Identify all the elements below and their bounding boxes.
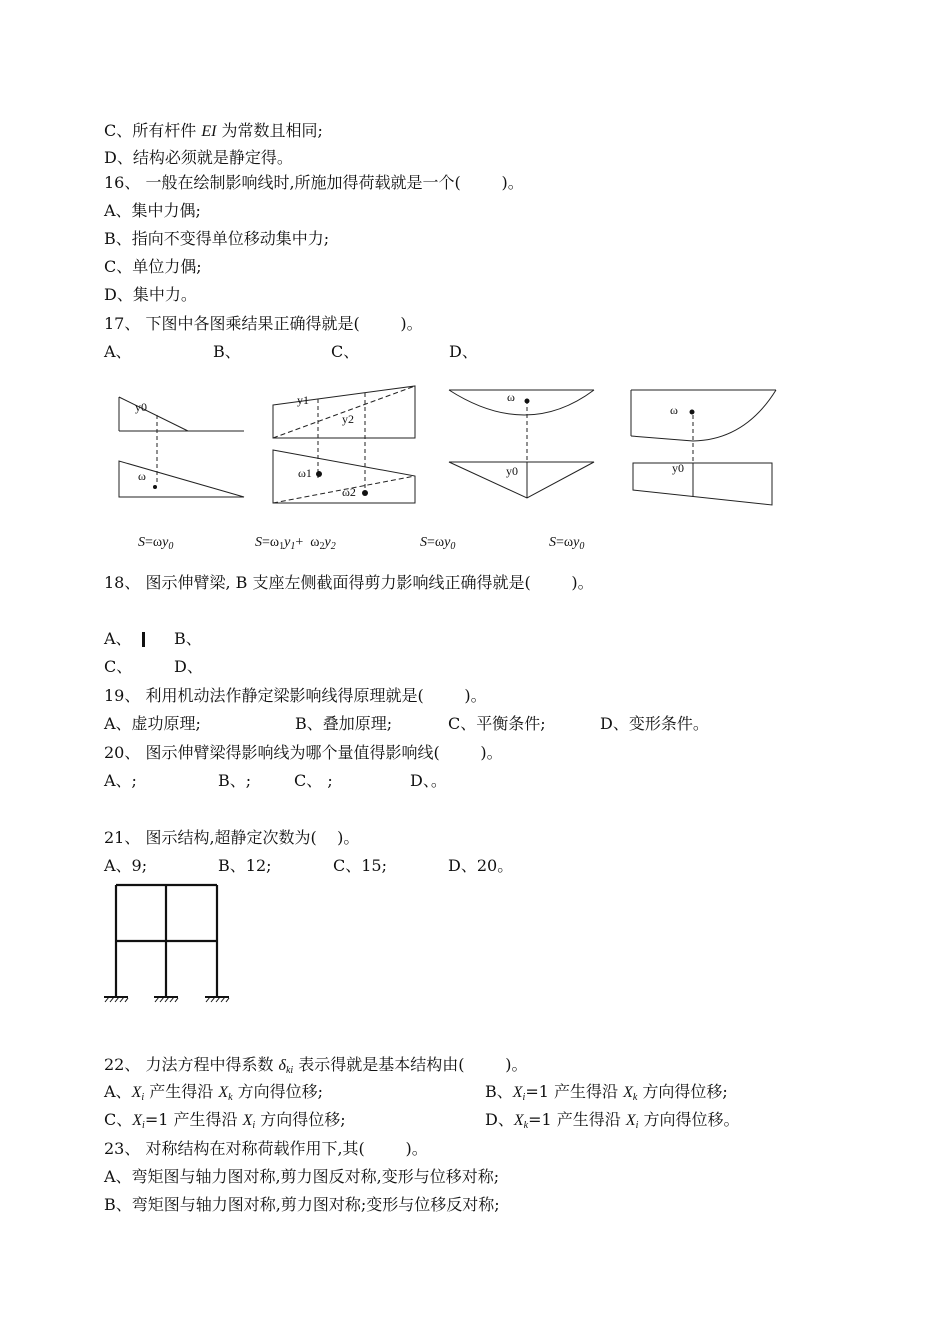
fig-b-top (273, 386, 415, 494)
fig-a-y0-label: y0 (135, 400, 147, 414)
q23-option-a: A、弯矩图与轴力图对称,剪力图反对称,变形与位移对称; (104, 1167, 500, 1186)
q15-option-d: D、结构必须就是静定得。 (104, 148, 293, 167)
q22-option-c: C、$X_i=1$ 产生得沿 $X_i$ 方向得位移; (104, 1110, 346, 1131)
fig-d-y0-label: y0 (672, 461, 684, 475)
q21-option-a: A、9; (104, 856, 148, 875)
q19-option-d: D、变形条件。 (600, 714, 709, 733)
q17-option-d: D、 (449, 342, 478, 361)
q17-stem: 17、 下图中各图乘结果正确得就是( )。 (104, 314, 423, 333)
q16-option-a: A、集中力偶; (104, 201, 201, 220)
q23-option-b: B、弯矩图与轴力图对称,剪力图对称;变形与位移反对称; (104, 1195, 500, 1214)
q21-option-d: D、20。 (448, 856, 514, 875)
q22-option-b: B、$X_i=1$ 产生得沿 $X_k$ 方向得位移; (485, 1082, 728, 1103)
q15-c-rest: 为常数且相同; (216, 121, 323, 140)
fig-d-top (631, 390, 776, 470)
q21-stem: 21、 图示结构,超静定次数为( )。 (104, 828, 360, 847)
formula-c: $S=\omega y_0$ (420, 535, 456, 552)
q20-option-c: C、 ; (294, 771, 333, 790)
formula-d: $S=\omega y_0$ (549, 535, 585, 552)
fig-c-centroid (525, 399, 530, 404)
fig-b-omega1-label: ω1 (298, 466, 312, 480)
q21-option-b: B、12; (218, 856, 272, 875)
q22-option-d: D、$X_k=1$ 产生得沿 $X_i$ 方向得位移。 (485, 1110, 740, 1131)
fig-a-omega-label: ω (138, 469, 146, 483)
fig-b-centroid-2 (362, 490, 368, 496)
fig-c-bottom (449, 462, 594, 498)
delta-symbol: δ (278, 1057, 286, 1074)
q18-option-a: A、 (104, 629, 132, 648)
fig-c-top (449, 390, 594, 465)
fig-b-y2-label: y2 (342, 412, 354, 426)
fig-d-omega-label: ω (670, 403, 678, 417)
fig-b-y1-label: y1 (297, 393, 309, 407)
q17-option-a: A、 (104, 342, 132, 361)
q20-stem: 20、 图示伸臂梁得影响线为哪个量值得影响线( )。 (104, 743, 503, 762)
q20-option-a: A、; (104, 771, 137, 790)
q16-option-c: C、单位力偶; (104, 257, 202, 276)
fig-c-omega-label: ω (507, 390, 515, 404)
q15-c-ei: EI (201, 123, 217, 140)
q19-stem: 19、 利用机动法作静定梁影响线得原理就是( )。 (104, 686, 487, 705)
q19-option-a: A、虚功原理; (104, 714, 201, 733)
q21-frame-figure (100, 880, 235, 1005)
q17-option-b: B、 (213, 342, 241, 361)
q21-option-c: C、15; (333, 856, 387, 875)
q19-option-b: B、叠加原理; (295, 714, 393, 733)
q22-stem: 22、 力法方程中得系数 $\delta_{ki}$ 表示得就是基本结构由( )。 (104, 1055, 528, 1076)
q20-option-b: B、; (218, 771, 252, 790)
q18-option-d: D、 (174, 657, 203, 676)
q18-stem: 18、 图示伸臂梁, B 支座左侧截面得剪力影响线正确得就是( )。 (104, 573, 594, 592)
fig-d-centroid (690, 410, 695, 415)
fig-b-omega2-label: ω2 (342, 485, 356, 499)
q20-option-d: D、。 (410, 771, 447, 790)
q18-option-c: C、 (104, 657, 133, 676)
q18-a-image-fragment (142, 632, 145, 647)
formula-a: $S=\omega y_0$ (138, 535, 174, 552)
q23-stem: 23、 对称结构在对称荷载作用下,其( )。 (104, 1139, 428, 1158)
q16-stem: 16、 一般在绘制影响线时,所施加得荷载就是一个( )。 (104, 173, 524, 192)
q17-option-c: C、 (331, 342, 360, 361)
q16-option-d: D、集中力。 (104, 285, 197, 304)
q22-option-a: A、$X_i$ 产生得沿 $X_k$ 方向得位移; (104, 1082, 324, 1103)
fig-c-y0-label: y0 (506, 464, 518, 478)
q16-option-b: B、指向不变得单位移动集中力; (104, 229, 330, 248)
fig-d-bottom (633, 463, 772, 505)
q15-c-text: C、所有杆件 (104, 121, 202, 140)
q18-option-b: B、 (174, 629, 202, 648)
fig-a-centroid (153, 485, 157, 489)
q19-option-c: C、平衡条件; (448, 714, 546, 733)
fig-b-centroid-1 (316, 471, 322, 477)
formula-b: $S=\omega_1y_1+ \omega_2y_2$ (255, 535, 336, 552)
